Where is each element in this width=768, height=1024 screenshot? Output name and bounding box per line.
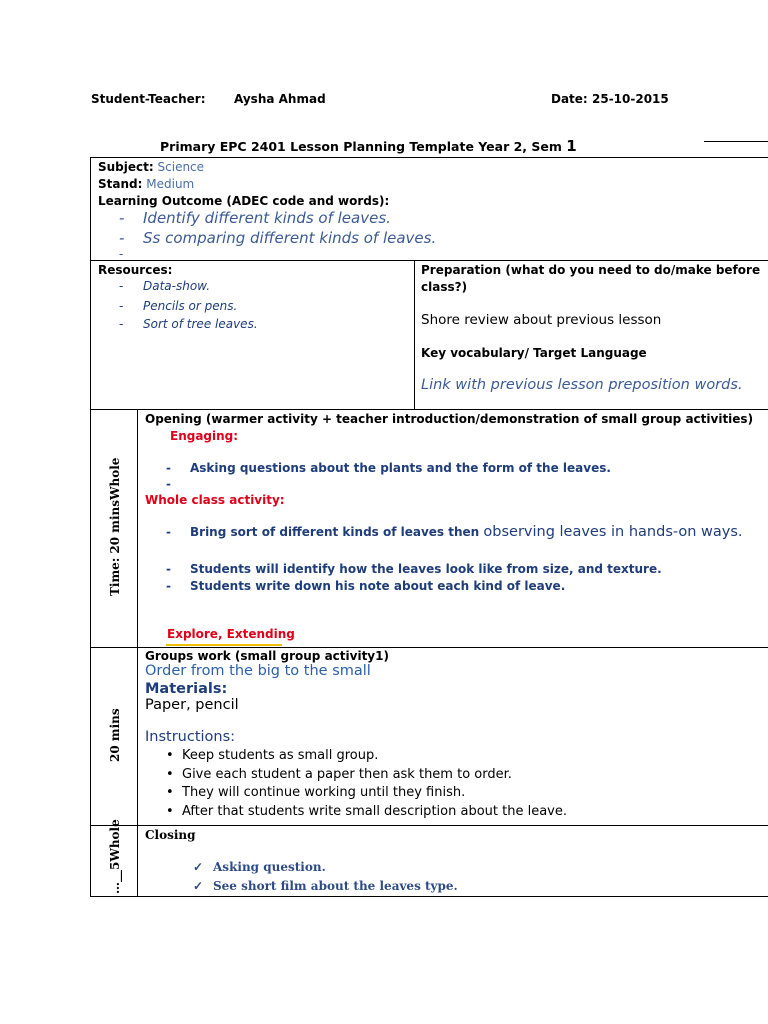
key-vocabulary-label: Key vocabulary/ Target Language bbox=[421, 346, 647, 360]
instruction-item: • They will continue working until they finish. bbox=[138, 784, 567, 803]
date-value: 25-10-2015 bbox=[592, 92, 669, 106]
subject-line bbox=[98, 159, 204, 176]
opening-time-label: Time: 20 minsWhole bbox=[108, 457, 122, 596]
outcome-item: - bbox=[119, 247, 124, 261]
stand-line bbox=[98, 176, 194, 193]
subject-section bbox=[90, 157, 768, 261]
whole-class-item: - Students will identify how the leaves look like from size, and texture. bbox=[166, 562, 662, 576]
closing-time-label: …__5Whole bbox=[108, 819, 122, 894]
groups-time-cell bbox=[90, 647, 138, 826]
instruction-item: • Keep students as small group. bbox=[138, 747, 567, 766]
closing-section bbox=[137, 825, 768, 897]
resources-section bbox=[90, 260, 415, 410]
preparation-text: Shore review about previous lesson bbox=[421, 312, 662, 328]
opening-section bbox=[137, 409, 768, 648]
engaging-label: Engaging: bbox=[170, 429, 239, 443]
stand-value: Medium bbox=[146, 177, 195, 191]
explore-underline bbox=[166, 644, 282, 646]
whole-class-item: - Students write down his note about each kind of leave. bbox=[166, 579, 566, 593]
closing-heading: Closing bbox=[145, 828, 196, 842]
title-main: Primary EPC 2401 Lesson Planning Template Year 2, Sem bbox=[160, 139, 562, 154]
title-rule bbox=[704, 141, 768, 142]
preparation-section bbox=[414, 260, 768, 410]
groups-section bbox=[137, 647, 768, 826]
resources-label: Resources: bbox=[98, 263, 173, 277]
check-icon: ✓ bbox=[193, 860, 204, 874]
closing-item: ✓ Asking question. bbox=[193, 858, 326, 877]
whole-class-item: - Bring sort of different kinds of leaves then observing leaves in hands-on ways. bbox=[166, 524, 743, 540]
instructions-label: Instructions: bbox=[145, 729, 236, 745]
opening-time-cell bbox=[90, 409, 138, 648]
groups-time-label: 20 mins bbox=[108, 708, 122, 762]
resource-item: - Sort of tree leaves. bbox=[119, 317, 258, 331]
outcome-item: - Identify different kinds of leaves. bbox=[119, 209, 391, 227]
whole-class-label: Whole class activity: bbox=[145, 493, 285, 507]
engaging-item: - Asking questions about the plants and the form of the leaves. bbox=[166, 461, 611, 475]
subject-label: Subject: bbox=[98, 160, 154, 174]
instruction-item: • After that students write small description about the leave. bbox=[138, 803, 567, 822]
page-title bbox=[160, 137, 577, 155]
date-label: Date: bbox=[551, 92, 588, 106]
outcome-item: - Ss comparing different kinds of leaves. bbox=[119, 229, 437, 247]
resource-item: - Pencils or pens. bbox=[119, 299, 238, 313]
stand-label: Stand: bbox=[98, 177, 143, 191]
key-vocabulary-text: Link with previous lesson preposition words. bbox=[421, 377, 743, 393]
title-sem-number: 1 bbox=[566, 137, 577, 155]
check-icon: ✓ bbox=[193, 879, 204, 893]
student-teacher-name: Aysha Ahmad bbox=[234, 92, 326, 106]
instruction-item: • Give each student a paper then ask them to order. bbox=[138, 766, 567, 785]
materials-text: Paper, pencil bbox=[145, 697, 239, 713]
closing-item: ✓ See short film about the leaves type. bbox=[193, 877, 458, 896]
engaging-item: - bbox=[166, 477, 171, 491]
learning-outcome-label: Learning Outcome (ADEC code and words): bbox=[98, 194, 390, 208]
opening-heading: Opening (warmer activity + teacher introduction/demonstration of small group activities) bbox=[145, 412, 754, 426]
groups-heading: Groups work (small group activity1) bbox=[145, 649, 389, 663]
preparation-label: Preparation (what do you need to do/make before class?) bbox=[421, 263, 761, 294]
resource-item: - Data-show. bbox=[119, 279, 211, 293]
instructions-list bbox=[138, 747, 567, 821]
student-teacher-label: Student-Teacher: bbox=[91, 92, 206, 106]
explore-label: Explore, Extending bbox=[167, 627, 295, 641]
activity-title: Order from the big to the small bbox=[145, 663, 371, 679]
materials-label: Materials: bbox=[145, 681, 228, 697]
subject-value: Science bbox=[157, 160, 205, 174]
closing-time-cell bbox=[90, 819, 138, 897]
